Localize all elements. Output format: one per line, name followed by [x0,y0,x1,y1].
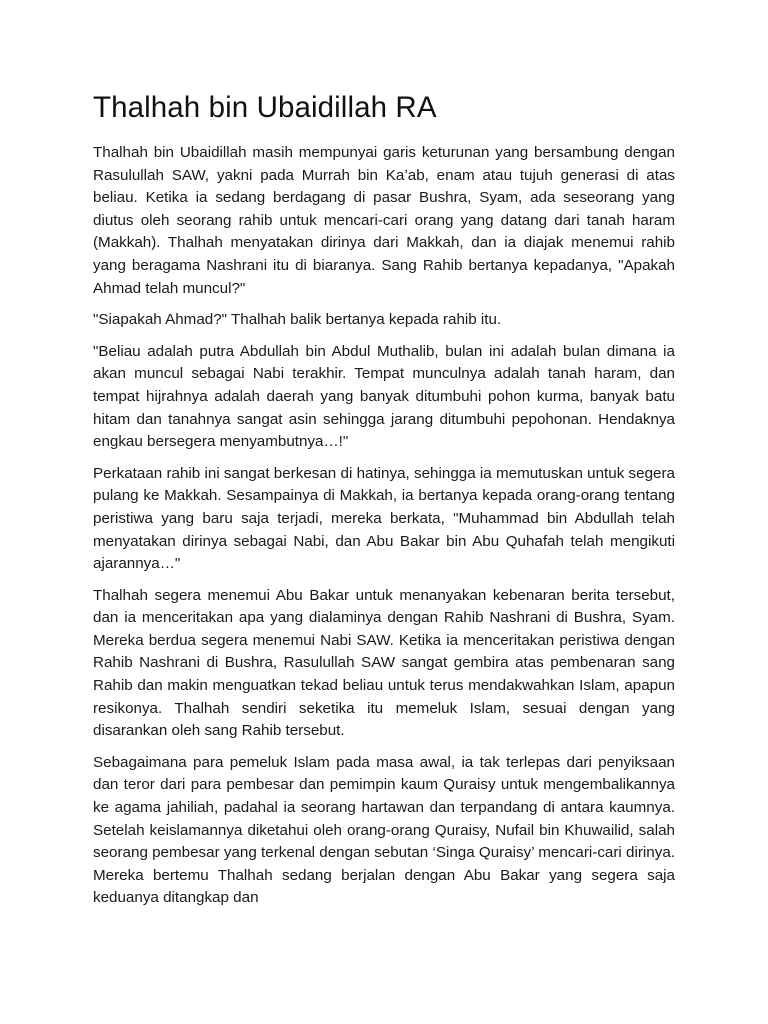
paragraph-3: "Beliau adalah putra Abdullah bin Abdul Muthalib, bulan ini adalah bulan dimana ia akan muncul sebagai Nabi terakhir. Tempat munculnya adalah tanah haram, dan tempat hijrahnya adalah daerah yang banyak ditumbuhi pohon kurma, banyak batu hitam dan tanahnya sangat asin sehingga jarang ditumbuhi pepohonan. Hendaknya engkau bersegera menyambutnya…!" [93,342,675,451]
paragraph-6: Sebagaimana para pemeluk Islam pada masa awal, ia tak terlepas dari penyiksaan dan teror dari para pembesar dan pemimpin kaum Quraisy untuk mengembalikannya ke agama jahiliah, padahal ia seorang hartawan dan terpandang di antara kaumnya. Setelah keislamannya diketahui oleh orang-orang Quraisy, Nufail bin Khuwailid, salah seorang pembesar yang terkenal dengan sebutan ‘Singa Quraisy’ mencari-cari dirinya. Mereka bertemu Thalhah sedang berjalan dengan Abu Bakar yang segera saja keduanya ditangkap dan [93,753,675,907]
document-title: Thalhah bin Ubaidillah RA [93,91,437,124]
paragraph-2: "Siapakah Ahmad?" Thalhah balik bertanya kepada rahib itu. [93,311,502,329]
paragraph-5: Thalhah segera menemui Abu Bakar untuk menanyakan kebenaran berita tersebut, dan ia menceritakan apa yang dialaminya dengan Rahib Nashrani di Bushra, Syam. Mereka berdua segera menemui Nabi SAW. Ketika ia menceritakan peristiwa dengan Rahib Nashrani di Bushra, Rasulullah SAW sangat gembira atas pembenaran sang Rahib dan makin menguatkan tekad beliau untuk terus mendakwahkan Islam, apapun resikonya. Thalhah sendiri seketika itu memeluk Islam, sesuai dengan yang disarankan oleh sang Rahib tersebut. [93,586,675,740]
paragraph-4: Perkataan rahib ini sangat berkesan di hatinya, sehingga ia memutuskan untuk segera pulang ke Makkah. Sesampainya di Makkah, ia bertanya kepada orang-orang tentang peristiwa yang baru saja terjadi, mereka berkata, "Muhammad bin Abdullah telah menyatakan dirinya sebagai Nabi, dan Abu Bakar bin Abu Quhafah telah mengikuti ajarannya…" [93,464,675,573]
document-page [93,88,675,919]
paragraph-1: Thalhah bin Ubaidillah masih mempunyai garis keturunan yang bersambung dengan Rasulullah SAW, yakni pada Murrah bin Ka’ab, enam atau tujuh generasi di atas beliau. Ketika ia sedang berdagang di pasar Bushra, Syam, ada seseorang yang diutus oleh seorang rahib untuk mencari-cari orang yang datang dari tanah haram (Makkah). Thalhah menyatakan dirinya dari Makkah, dan ia diajak menemui rahib yang beragama Nashrani itu di biaranya. Sang Rahib bertanya kepadanya, "Apakah Ahmad telah muncul?" [93,144,675,297]
